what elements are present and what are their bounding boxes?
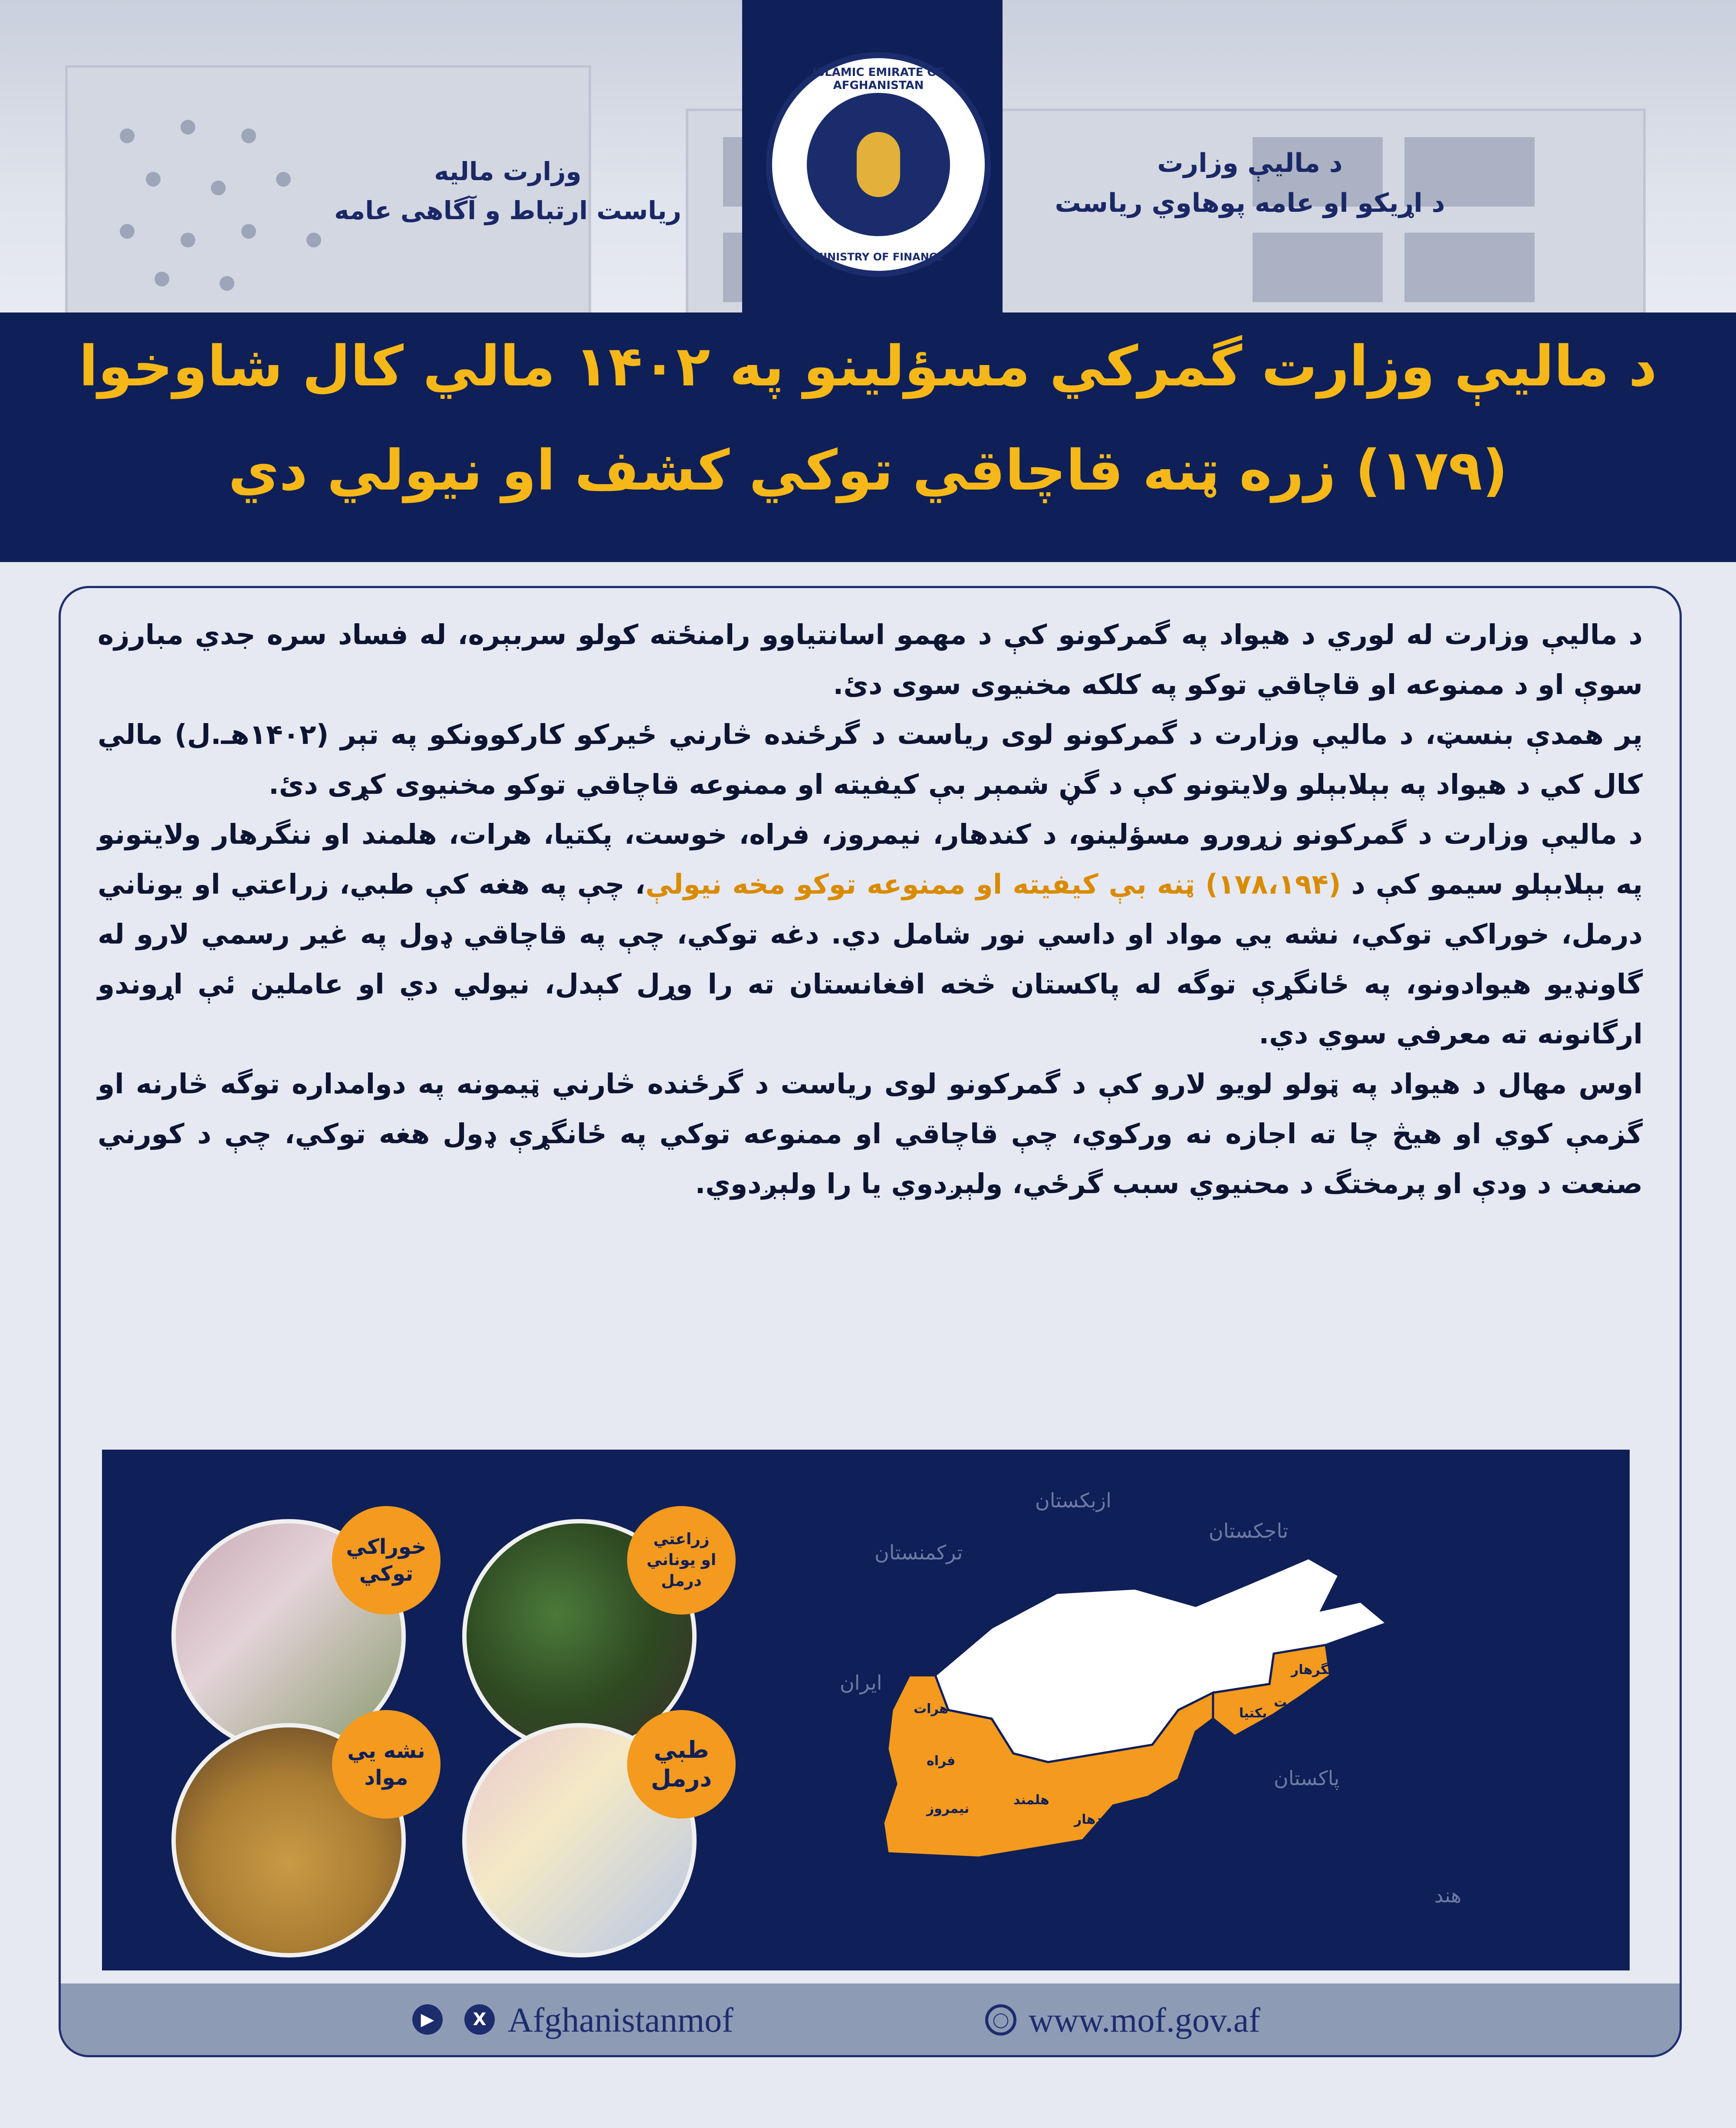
province-label-herat: هرات	[914, 1701, 948, 1717]
province-label-khost: خوست	[1274, 1695, 1318, 1710]
badge-food-line-1: خوراکي	[346, 1535, 427, 1559]
badge-narcotics-line-1: نشه یي	[347, 1739, 425, 1763]
header-left-line-2: ریاست ارتباط و آگاهی عامه	[334, 196, 681, 225]
header-right-text	[1033, 143, 1467, 223]
logo-emblem-icon	[807, 93, 950, 236]
badge-agri-line-2: او یوناني	[646, 1551, 717, 1569]
header-left-text	[312, 152, 703, 230]
province-label-helmand: هلمند	[1013, 1793, 1049, 1808]
logo-bottom-text: MINISTRY OF FINANCE	[813, 251, 944, 263]
globe-icon[interactable]: ◯	[985, 2004, 1016, 2036]
header	[0, 0, 1736, 312]
province-label-farah: فراه	[927, 1753, 956, 1769]
badge-food-line-2: توکي	[359, 1562, 414, 1586]
website-link[interactable]: www.mof.gov.af	[1029, 2001, 1260, 2039]
country-label-turkmenistan: ترکمنستان	[875, 1541, 963, 1564]
footer	[61, 1983, 1680, 2055]
logo-top-text: ISLAMIC EMIRATE OF AFGHANISTAN	[812, 66, 945, 92]
x-icon[interactable]: X	[464, 2004, 495, 2035]
seizure-graphic	[102, 1450, 1630, 1970]
header-left-line-1: وزارت مالیه	[434, 157, 582, 186]
badge-medical-line-2: درمل	[651, 1765, 712, 1792]
badge-food-items	[332, 1506, 441, 1615]
country-label-india: هند	[1434, 1884, 1462, 1907]
country-label-pakistan: پاکستان	[1274, 1766, 1340, 1790]
title-line-2: (۱۷۹) زره ټنه قاچاقي توکي کشف او نیولي دي	[228, 438, 1508, 503]
paragraph-3-end: ، چې په هغه کې طبي، زراعتي او یوناني درمل، خوراکي توکي، نشه یي مواد او داسي نور شامل دي. دغه توکي، چې په قاچاقي ډول په غیر رسمي لارو له گاونډیو هیوادونو، په ځانگړې توگه له پاکستان څخه افغانستان ته را وړل کېدل، نیولي دي او عاملین ئې اړوندو ارگانونه ته معرفي سوي دي.	[98, 868, 1643, 1050]
paragraph-4: اوس مهال د هیواد په ټولو لویو لارو کې د گمرکونو لوی ریاست د گرځنده څارني ټیمونه په دوامداره توگه څارنه او گزمې کوي او هیڅ چا ته اجازه نه ورکوي، چې قاچاقي او ممنوعه توکي په ځانگړې ډول هغه توکي، چې د کورني صنعت د ودې او پرمختگ د محنیوي سبب گرځي، ولېږدوي یا را ولېږدوي.	[98, 1068, 1643, 1200]
badge-agri-line-1: زراعتي	[653, 1530, 710, 1548]
province-label-nangarhar: ننگرهار	[1291, 1662, 1338, 1677]
badge-medical-drugs	[627, 1710, 736, 1819]
badge-narcotics	[332, 1710, 441, 1819]
title-band	[0, 312, 1736, 562]
badge-narcotics-line-2: مواد	[364, 1766, 408, 1790]
article-text	[98, 610, 1643, 1209]
header-right-line-2: د اړیکو او عامه پوهاوي ریاست	[1055, 188, 1445, 218]
country-label-iran: ایران	[840, 1671, 882, 1694]
province-label-kandahar: کندهار	[1074, 1812, 1116, 1827]
content-panel	[59, 586, 1682, 2057]
ministry-logo	[766, 52, 991, 277]
title-line-1: د مالیې وزارت گمرکي مسؤلینو په ۱۴۰۲ مالي کال شاوخوا	[79, 334, 1657, 399]
paragraph-3	[98, 809, 1643, 1059]
province-label-paktia: پکتیا	[1239, 1706, 1267, 1721]
badge-agricultural-medicine	[627, 1506, 736, 1615]
paragraph-2: پر همدې بنسټ، د مالیې وزارت د گمرکونو لوی ریاست د گرځنده څارني ځیرکو کارکوونکو په تېر (۱۴۰۲هـ.ل) مالي کال کي د هیواد په بېلابېلو ولایتونو کې د گڼ شمېر بې کیفیته او ممنوعه قاچاقي توکو مخنیوی کړی دئ.	[98, 719, 1643, 800]
paragraph-3-highlight: (۱۷۸،۱۹۴) ټنه بې کیفیته او ممنوعه توکو مخه نیولې	[645, 868, 1341, 900]
paragraph-1: د مالیې وزارت له لوري د هیواد په گمرکونو کې د مهمو اسانتیاوو رامنځته کولو سربېره، له فساد سره جدي مبارزه سوې او د ممنوعه او قاچاقي توکو په کلکه مخنیوی سوی دئ.	[98, 619, 1643, 701]
badge-agri-line-3: درمل	[661, 1572, 702, 1590]
province-label-nimroz: نیمروز	[927, 1801, 970, 1816]
badge-medical-line-1: طبي	[654, 1736, 709, 1763]
social-handle-link[interactable]: Afghanistanmof	[508, 2001, 733, 2039]
header-right-line-1: د مالیې وزارت	[1157, 148, 1343, 178]
country-label-uzbekistan: ازبکستان	[1035, 1489, 1111, 1512]
youtube-icon[interactable]: ▶	[412, 2004, 443, 2035]
paragraph-3-start: د مالیې وزارت د گمرکونو زړورو مسؤلینو، د کندهار، نیمروز، فراه، خوست، پکتیا، هرات، هلمند او ننگرهار ولایتونو په بېلابېلو سیمو کې د	[98, 819, 1643, 900]
country-label-tajikistan: تاجکستان	[1209, 1519, 1289, 1543]
